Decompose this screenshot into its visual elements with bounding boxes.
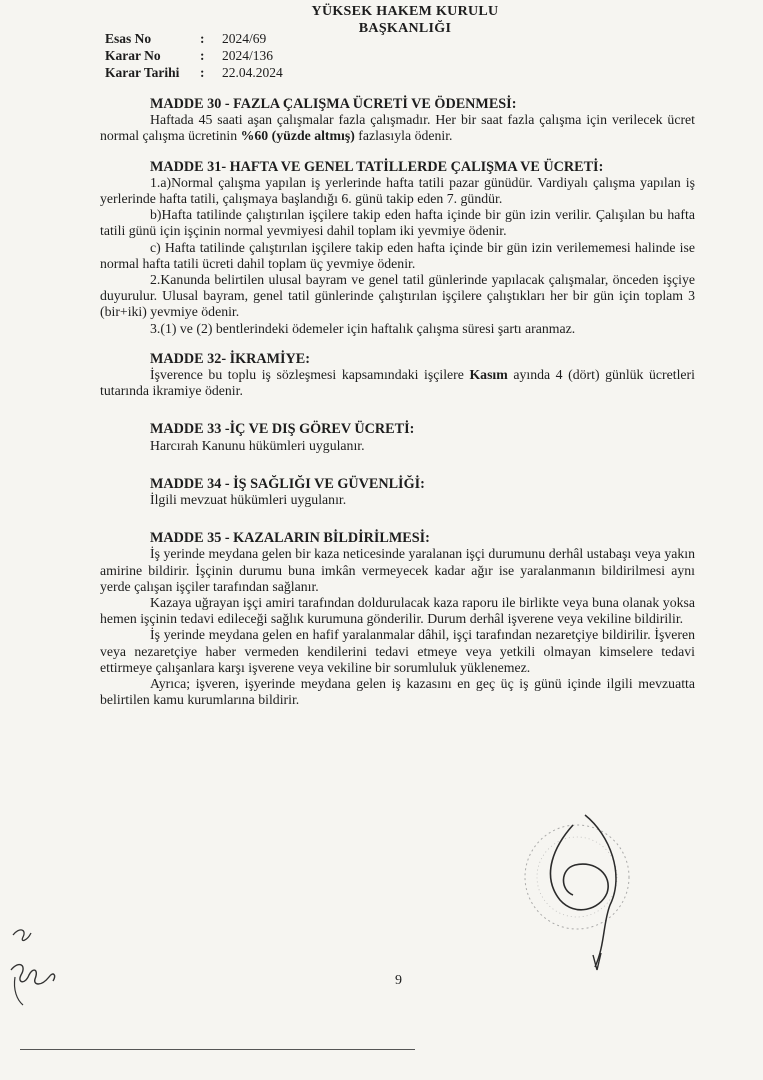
madde-31-title: MADDE 31- HAFTA VE GENEL TATİLLERDE ÇALIŞMA VE ÜCRETİ: [150, 158, 604, 175]
madde-33-paragraph: Harcırah Kanunu hükümleri uygulanır. [150, 437, 365, 453]
madde-32-section [100, 351, 695, 400]
madde-31-paragraph-3: 3.(1) ve (2) bentlerindeki ödemeler için haftalık çalışma süresi şartı aranmaz. [150, 320, 576, 336]
esas-row [105, 30, 283, 47]
madde-35-paragraph-3: İş yerinde meydana gelen en hafif yaralanmalar dâhil, işçi tarafından nezaretçiye bildirilir. İşveren veya nezaretçiye haber vermeden kendilerini tedavi etmeye veya yetkili olmayan kimselere tedavi ettirmeye çalışanlara karşı işverene veya vekiline bir sorumluluk yüklenemez. [100, 627, 695, 675]
separator: : [200, 48, 205, 63]
madde-34-title: MADDE 34 - İŞ SAĞLIĞI VE GÜVENLİĞİ: [150, 475, 425, 492]
madde-30-title: MADDE 30 - FAZLA ÇALIŞMA ÜCRETİ VE ÖDENMESİ: [150, 96, 517, 112]
madde-31-section [100, 159, 695, 337]
percentage-bold: %60 (yüzde altmış) [240, 128, 355, 144]
separator: : [200, 31, 205, 46]
madde-35-paragraph-1: İş yerinde meydana gelen bir kaza neticesinde yaralanan işçi durumunu derhâl ustabaşı veya yakın amirine bildirir. İşçinin durumu buna imkân vermeyecek kadar ağır ise yaralanmanın bildirilmesi aynı yerde çalışan işçiler tarafından sağlanır. [100, 546, 695, 594]
madde-31-paragraph-1b: b)Hafta tatilinde çalıştırılan işçilere takip eden hafta içinde bir gün izin verilir. Çalışılan bu hafta tatili günü için işçinin normal yevmiyesi dahil toplam iki yevmiye ödenir. [100, 207, 695, 239]
madde-32-paragraph: İşverence bu toplu iş sözleşmesi kapsamındaki işçilere Kasım ayında 4 (dört) günlük ücretleri tutarında ikramiye ödenir. [100, 367, 695, 399]
karar-row [105, 47, 283, 64]
madde-30-section [100, 96, 695, 145]
separator: : [200, 65, 205, 80]
tarih-row [105, 64, 283, 81]
madde-31-paragraph-2: 2.Kanunda belirtilen ulusal bayram ve genel tatil günlerinde yapılacak çalışmalar, önceden işçiye duyurulur. Ulusal bayram, genel tatil günlerinde çalıştırılan işçilere çalıştıkları her bir gün için toplam 3 (bir+iki) yevmiye ödenir. [100, 272, 695, 320]
page-number: 9 [395, 973, 402, 988]
official-seal-stamp [515, 805, 655, 975]
madde-32-title: MADDE 32- İKRAMİYE: [150, 350, 310, 367]
madde-30-paragraph: Haftada 45 saati aşan çalışmalar fazla çalışmadır. Her bir saat fazla çalışma için verilecek ücret normal çalışma ücretinin %60 (yüzde altmış) fazlasıyla ödenir. [100, 112, 695, 144]
institution-title: YÜKSEK HAKEM KURULU [311, 4, 499, 19]
handwritten-initials [5, 915, 65, 1015]
case-metadata [105, 30, 283, 81]
madde-34-paragraph: İlgili mevzuat hükümleri uygulanır. [150, 492, 347, 508]
month-bold: Kasım [469, 367, 508, 383]
document-body [100, 96, 695, 723]
madde-33-title: MADDE 33 -İÇ VE DIŞ GÖREV ÜCRETİ: [150, 421, 415, 438]
madde-31-paragraph-1c: c) Hafta tatilinde çalıştırılan işçilere takip eden hafta içinde bir gün izin verilememesi halinde ise normal hafta tatili ücreti dahil toplam üç yevmiye ödenir. [100, 239, 695, 271]
esas-label: Esas No [105, 31, 152, 46]
tarih-value: 22.04.2024 [222, 65, 283, 80]
madde-34-section [100, 476, 695, 508]
footer-rule [20, 1049, 415, 1050]
madde-35-paragraph-4: Ayrıca; işveren, işyerinde meydana gelen iş kazasını en geç üç iş günü içinde ilgili mevzuatta belirtilen kamu kurumlarına bildirir. [100, 676, 695, 708]
madde-35-paragraph-2: Kazaya uğrayan işçi amiri tarafından doldurulacak kaza raporu ile birlikte veya buna olanak yoksa hemen işçinin tedavi edileceği sağlık kurumuna gönderilir. Durum derhâl işverene veya vekiline bildirilir. [100, 595, 695, 627]
madde-31-paragraph-1a: 1.a)Normal çalışma yapılan iş yerlerinde hafta tatili pazar günüdür. Vardiyalı çalışma yapılan iş yerlerinde hafta tatili, çalışmaya başlandığı 6. günü takip eden 7. gündür. [100, 174, 695, 207]
tarih-label: Karar Tarihi [105, 65, 180, 80]
karar-label: Karar No [105, 48, 161, 63]
madde-35-title: MADDE 35 - KAZALARIN BİLDİRİLMESİ: [150, 530, 430, 547]
madde-33-section [100, 421, 695, 453]
karar-value: 2024/136 [222, 48, 274, 63]
institution-subtitle: BAŞKANLIĞI [358, 21, 452, 36]
madde-35-section [100, 530, 695, 708]
esas-value: 2024/69 [222, 31, 267, 46]
